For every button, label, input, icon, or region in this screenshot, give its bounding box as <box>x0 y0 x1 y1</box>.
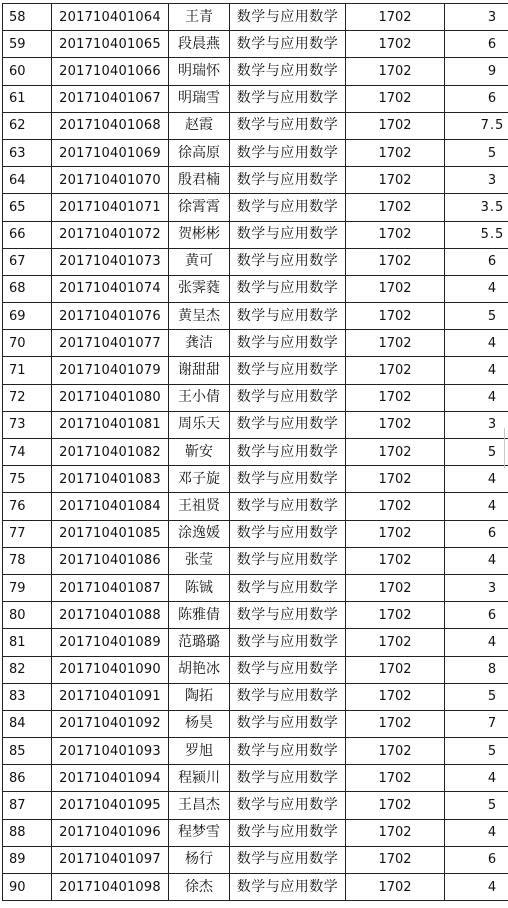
student-id-cell: 201710401090 <box>52 656 169 683</box>
class-cell: 1702 <box>346 846 445 873</box>
row-number-cell: 87 <box>3 792 52 819</box>
student-name-cell: 陈雅倩 <box>169 602 230 629</box>
student-id-cell: 201710401064 <box>52 4 169 31</box>
table-row <box>3 167 508 194</box>
score-cell: 5 <box>445 439 508 466</box>
major-cell: 数学与应用数学 <box>230 819 346 846</box>
student-name-cell: 黄呈杰 <box>169 303 230 330</box>
scroll-edge-mark <box>504 428 505 468</box>
major-cell: 数学与应用数学 <box>230 85 346 112</box>
row-number-cell: 83 <box>3 683 52 710</box>
row-number-cell: 66 <box>3 221 52 248</box>
student-id-cell: 201710401096 <box>52 819 169 846</box>
student-id-cell: 201710401068 <box>52 112 169 139</box>
major-cell: 数学与应用数学 <box>230 656 346 683</box>
student-name-cell: 杨行 <box>169 846 230 873</box>
score-cell: 6 <box>445 31 508 58</box>
score-cell: 4 <box>445 874 508 901</box>
major-cell: 数学与应用数学 <box>230 167 346 194</box>
row-number-cell: 78 <box>3 547 52 574</box>
table-row <box>3 792 508 819</box>
table-row <box>3 411 508 438</box>
row-number-cell: 84 <box>3 710 52 737</box>
major-cell: 数学与应用数学 <box>230 194 346 221</box>
class-cell: 1702 <box>346 167 445 194</box>
student-id-cell: 201710401092 <box>52 710 169 737</box>
table-row <box>3 629 508 656</box>
class-cell: 1702 <box>346 330 445 357</box>
major-cell: 数学与应用数学 <box>230 4 346 31</box>
student-name-cell: 谢甜甜 <box>169 357 230 384</box>
row-number-cell: 70 <box>3 330 52 357</box>
table-row <box>3 466 508 493</box>
major-cell: 数学与应用数学 <box>230 357 346 384</box>
class-cell: 1702 <box>346 602 445 629</box>
class-cell: 1702 <box>346 493 445 520</box>
student-name-cell: 黄可 <box>169 248 230 275</box>
student-id-cell: 201710401086 <box>52 547 169 574</box>
class-cell: 1702 <box>346 112 445 139</box>
class-cell: 1702 <box>346 31 445 58</box>
student-id-cell: 201710401095 <box>52 792 169 819</box>
class-cell: 1702 <box>346 4 445 31</box>
student-id-cell: 201710401081 <box>52 411 169 438</box>
major-cell: 数学与应用数学 <box>230 629 346 656</box>
major-cell: 数学与应用数学 <box>230 221 346 248</box>
major-cell: 数学与应用数学 <box>230 602 346 629</box>
score-cell: 4 <box>445 466 508 493</box>
row-number-cell: 64 <box>3 167 52 194</box>
student-name-cell: 明瑞怀 <box>169 58 230 85</box>
table-row <box>3 139 508 166</box>
score-cell: 5 <box>445 792 508 819</box>
student-name-cell: 靳安 <box>169 439 230 466</box>
class-cell: 1702 <box>346 466 445 493</box>
row-number-cell: 63 <box>3 139 52 166</box>
student-id-cell: 201710401074 <box>52 275 169 302</box>
student-name-cell: 张霁蕤 <box>169 275 230 302</box>
student-name-cell: 王小倩 <box>169 384 230 411</box>
student-name-cell: 赵霞 <box>169 112 230 139</box>
student-id-cell: 201710401080 <box>52 384 169 411</box>
table-body <box>3 4 508 901</box>
student-name-cell: 张莹 <box>169 547 230 574</box>
row-number-cell: 62 <box>3 112 52 139</box>
table-row <box>3 248 508 275</box>
row-number-cell: 90 <box>3 874 52 901</box>
student-name-cell: 明瑞雪 <box>169 85 230 112</box>
row-number-cell: 80 <box>3 602 52 629</box>
major-cell: 数学与应用数学 <box>230 710 346 737</box>
student-id-cell: 201710401065 <box>52 31 169 58</box>
table-row <box>3 520 508 547</box>
row-number-cell: 58 <box>3 4 52 31</box>
score-cell: 4 <box>445 493 508 520</box>
major-cell: 数学与应用数学 <box>230 738 346 765</box>
score-cell: 6 <box>445 846 508 873</box>
class-cell: 1702 <box>346 85 445 112</box>
row-number-cell: 67 <box>3 248 52 275</box>
class-cell: 1702 <box>346 520 445 547</box>
table-row <box>3 384 508 411</box>
score-cell: 3 <box>445 574 508 601</box>
student-name-cell: 陈铖 <box>169 574 230 601</box>
row-number-cell: 59 <box>3 31 52 58</box>
table-row <box>3 194 508 221</box>
table-row <box>3 4 508 31</box>
major-cell: 数学与应用数学 <box>230 439 346 466</box>
student-name-cell: 殷君楠 <box>169 167 230 194</box>
student-id-cell: 201710401069 <box>52 139 169 166</box>
student-name-cell: 涂逸媛 <box>169 520 230 547</box>
row-number-cell: 69 <box>3 303 52 330</box>
student-id-cell: 201710401094 <box>52 765 169 792</box>
major-cell: 数学与应用数学 <box>230 248 346 275</box>
class-cell: 1702 <box>346 710 445 737</box>
major-cell: 数学与应用数学 <box>230 275 346 302</box>
row-number-cell: 75 <box>3 466 52 493</box>
student-id-cell: 201710401098 <box>52 874 169 901</box>
class-cell: 1702 <box>346 303 445 330</box>
row-number-cell: 86 <box>3 765 52 792</box>
major-cell: 数学与应用数学 <box>230 493 346 520</box>
row-number-cell: 77 <box>3 520 52 547</box>
student-id-cell: 201710401067 <box>52 85 169 112</box>
major-cell: 数学与应用数学 <box>230 874 346 901</box>
score-cell: 6 <box>445 602 508 629</box>
student-id-cell: 201710401077 <box>52 330 169 357</box>
student-id-cell: 201710401076 <box>52 303 169 330</box>
class-cell: 1702 <box>346 683 445 710</box>
major-cell: 数学与应用数学 <box>230 547 346 574</box>
score-cell: 7.5 <box>445 112 508 139</box>
student-id-cell: 201710401070 <box>52 167 169 194</box>
score-cell: 6 <box>445 520 508 547</box>
student-name-cell: 陶拓 <box>169 683 230 710</box>
table-row <box>3 710 508 737</box>
table-row <box>3 58 508 85</box>
row-number-cell: 82 <box>3 656 52 683</box>
class-cell: 1702 <box>346 248 445 275</box>
row-number-cell: 85 <box>3 738 52 765</box>
table-row <box>3 330 508 357</box>
class-cell: 1702 <box>346 874 445 901</box>
student-id-cell: 201710401073 <box>52 248 169 275</box>
table-row <box>3 303 508 330</box>
major-cell: 数学与应用数学 <box>230 411 346 438</box>
table-row <box>3 846 508 873</box>
student-name-cell: 徐霄霄 <box>169 194 230 221</box>
student-name-cell: 王青 <box>169 4 230 31</box>
score-cell: 6 <box>445 248 508 275</box>
row-number-cell: 89 <box>3 846 52 873</box>
class-cell: 1702 <box>346 384 445 411</box>
table-row <box>3 275 508 302</box>
score-cell: 7 <box>445 710 508 737</box>
table-row <box>3 765 508 792</box>
student-id-cell: 201710401071 <box>52 194 169 221</box>
student-name-cell: 王祖贤 <box>169 493 230 520</box>
score-cell: 3 <box>445 4 508 31</box>
table-row <box>3 112 508 139</box>
major-cell: 数学与应用数学 <box>230 31 346 58</box>
student-id-cell: 201710401079 <box>52 357 169 384</box>
score-cell: 4 <box>445 819 508 846</box>
student-name-cell: 罗旭 <box>169 738 230 765</box>
class-cell: 1702 <box>346 275 445 302</box>
student-id-cell: 201710401085 <box>52 520 169 547</box>
student-name-cell: 徐高原 <box>169 139 230 166</box>
score-cell: 6 <box>445 85 508 112</box>
table-row <box>3 683 508 710</box>
student-id-cell: 201710401088 <box>52 602 169 629</box>
student-id-cell: 201710401093 <box>52 738 169 765</box>
student-name-cell: 范璐璐 <box>169 629 230 656</box>
student-id-cell: 201710401082 <box>52 439 169 466</box>
row-number-cell: 88 <box>3 819 52 846</box>
major-cell: 数学与应用数学 <box>230 846 346 873</box>
class-cell: 1702 <box>346 738 445 765</box>
major-cell: 数学与应用数学 <box>230 765 346 792</box>
major-cell: 数学与应用数学 <box>230 466 346 493</box>
score-cell: 8 <box>445 656 508 683</box>
table-row <box>3 602 508 629</box>
student-id-cell: 201710401091 <box>52 683 169 710</box>
student-id-cell: 201710401066 <box>52 58 169 85</box>
student-id-cell: 201710401072 <box>52 221 169 248</box>
class-cell: 1702 <box>346 574 445 601</box>
class-cell: 1702 <box>346 139 445 166</box>
class-cell: 1702 <box>346 221 445 248</box>
student-id-cell: 201710401087 <box>52 574 169 601</box>
table-row <box>3 439 508 466</box>
student-name-cell: 程颍川 <box>169 765 230 792</box>
student-name-cell: 杨昊 <box>169 710 230 737</box>
class-cell: 1702 <box>346 439 445 466</box>
major-cell: 数学与应用数学 <box>230 58 346 85</box>
major-cell: 数学与应用数学 <box>230 303 346 330</box>
row-number-cell: 79 <box>3 574 52 601</box>
score-cell: 5 <box>445 738 508 765</box>
student-name-cell: 程梦雪 <box>169 819 230 846</box>
student-name-cell: 段晨燕 <box>169 31 230 58</box>
student-id-cell: 201710401083 <box>52 466 169 493</box>
class-cell: 1702 <box>346 194 445 221</box>
student-name-cell: 龚洁 <box>169 330 230 357</box>
score-cell: 4 <box>445 765 508 792</box>
score-cell: 3 <box>445 411 508 438</box>
score-cell: 4 <box>445 357 508 384</box>
class-cell: 1702 <box>346 629 445 656</box>
table-row <box>3 31 508 58</box>
student-id-cell: 201710401084 <box>52 493 169 520</box>
table-row <box>3 85 508 112</box>
score-cell: 5 <box>445 303 508 330</box>
student-name-cell: 周乐天 <box>169 411 230 438</box>
table-row <box>3 874 508 901</box>
row-number-cell: 65 <box>3 194 52 221</box>
table-row <box>3 738 508 765</box>
row-number-cell: 61 <box>3 85 52 112</box>
student-name-cell: 胡艳冰 <box>169 656 230 683</box>
major-cell: 数学与应用数学 <box>230 384 346 411</box>
major-cell: 数学与应用数学 <box>230 139 346 166</box>
student-name-cell: 贺彬彬 <box>169 221 230 248</box>
score-cell: 4 <box>445 629 508 656</box>
major-cell: 数学与应用数学 <box>230 792 346 819</box>
row-number-cell: 71 <box>3 357 52 384</box>
row-number-cell: 60 <box>3 58 52 85</box>
major-cell: 数学与应用数学 <box>230 330 346 357</box>
class-cell: 1702 <box>346 765 445 792</box>
table-row <box>3 574 508 601</box>
score-cell: 5 <box>445 139 508 166</box>
table-row <box>3 357 508 384</box>
student-id-cell: 201710401097 <box>52 846 169 873</box>
table-row <box>3 819 508 846</box>
table-row <box>3 547 508 574</box>
student-id-cell: 201710401089 <box>52 629 169 656</box>
row-number-cell: 68 <box>3 275 52 302</box>
student-name-cell: 王昌杰 <box>169 792 230 819</box>
table-row <box>3 221 508 248</box>
row-number-cell: 76 <box>3 493 52 520</box>
student-name-cell: 徐杰 <box>169 874 230 901</box>
class-cell: 1702 <box>346 411 445 438</box>
score-cell: 5.5 <box>445 221 508 248</box>
row-number-cell: 73 <box>3 411 52 438</box>
score-cell: 9 <box>445 58 508 85</box>
score-cell: 3.5 <box>445 194 508 221</box>
class-cell: 1702 <box>346 58 445 85</box>
major-cell: 数学与应用数学 <box>230 683 346 710</box>
score-cell: 4 <box>445 330 508 357</box>
score-cell: 5 <box>445 683 508 710</box>
class-cell: 1702 <box>346 656 445 683</box>
major-cell: 数学与应用数学 <box>230 520 346 547</box>
score-cell: 4 <box>445 275 508 302</box>
student-name-cell: 邓子旋 <box>169 466 230 493</box>
class-cell: 1702 <box>346 819 445 846</box>
score-cell: 4 <box>445 547 508 574</box>
major-cell: 数学与应用数学 <box>230 574 346 601</box>
class-cell: 1702 <box>346 792 445 819</box>
score-cell: 4 <box>445 384 508 411</box>
table-row <box>3 656 508 683</box>
major-cell: 数学与应用数学 <box>230 112 346 139</box>
class-cell: 1702 <box>346 357 445 384</box>
score-cell: 3 <box>445 167 508 194</box>
table-row <box>3 493 508 520</box>
row-number-cell: 72 <box>3 384 52 411</box>
row-number-cell: 74 <box>3 439 52 466</box>
student-score-table <box>2 3 508 901</box>
row-number-cell: 81 <box>3 629 52 656</box>
class-cell: 1702 <box>346 547 445 574</box>
